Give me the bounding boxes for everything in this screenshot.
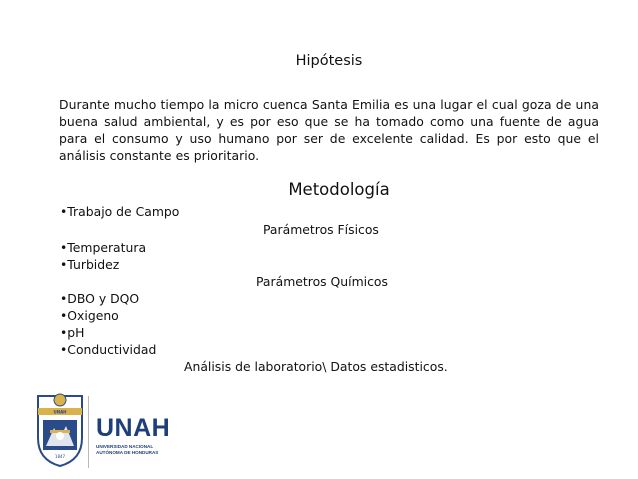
hypothesis-paragraph: Durante mucho tiempo la micro cuenca Santa Emilia es una lugar el cual goza de una buena salud ambiental, y es por eso que se ha tomado como una fuente de agua para el consumo y uso humano por ser de excelente calidad. Es por esto que el análisis constante es prioritario. xyxy=(59,97,599,163)
list-item-dbo-dqo: •DBO y DQO xyxy=(60,291,140,306)
list-item-oxygen: •Oxigeno xyxy=(60,308,119,323)
unah-subtitle-line-1: UNIVERSIDAD NACIONAL xyxy=(96,444,154,449)
lab-analysis-line: Análisis de laboratorio\ Datos estadisticos. xyxy=(184,359,448,374)
seal-year: 1847 xyxy=(54,454,66,459)
list-item-conductivity: •Conductividad xyxy=(60,342,157,357)
physical-parameters-label: Parámetros Físicos xyxy=(263,222,379,237)
chemical-parameters-label: Parámetros Químicos xyxy=(256,274,388,289)
unah-subtitle xyxy=(96,444,158,455)
seal-banner-text: UNAH xyxy=(53,409,67,415)
list-item-temperature: •Temperatura xyxy=(60,240,147,255)
list-item-ph: •pH xyxy=(60,325,85,340)
list-item-turbidity: •Turbidez xyxy=(60,257,120,272)
unah-seal-icon xyxy=(34,390,86,468)
unah-subtitle-line-2: AUTÓNOMA DE HONDURAS xyxy=(96,449,159,455)
logo-divider xyxy=(88,396,89,468)
unah-wordmark: UNAH xyxy=(96,414,171,442)
fieldwork-bullet: •Trabajo de Campo xyxy=(60,204,180,219)
hypothesis-heading: Hipótesis xyxy=(295,53,363,69)
methodology-heading: Metodología xyxy=(288,180,390,199)
